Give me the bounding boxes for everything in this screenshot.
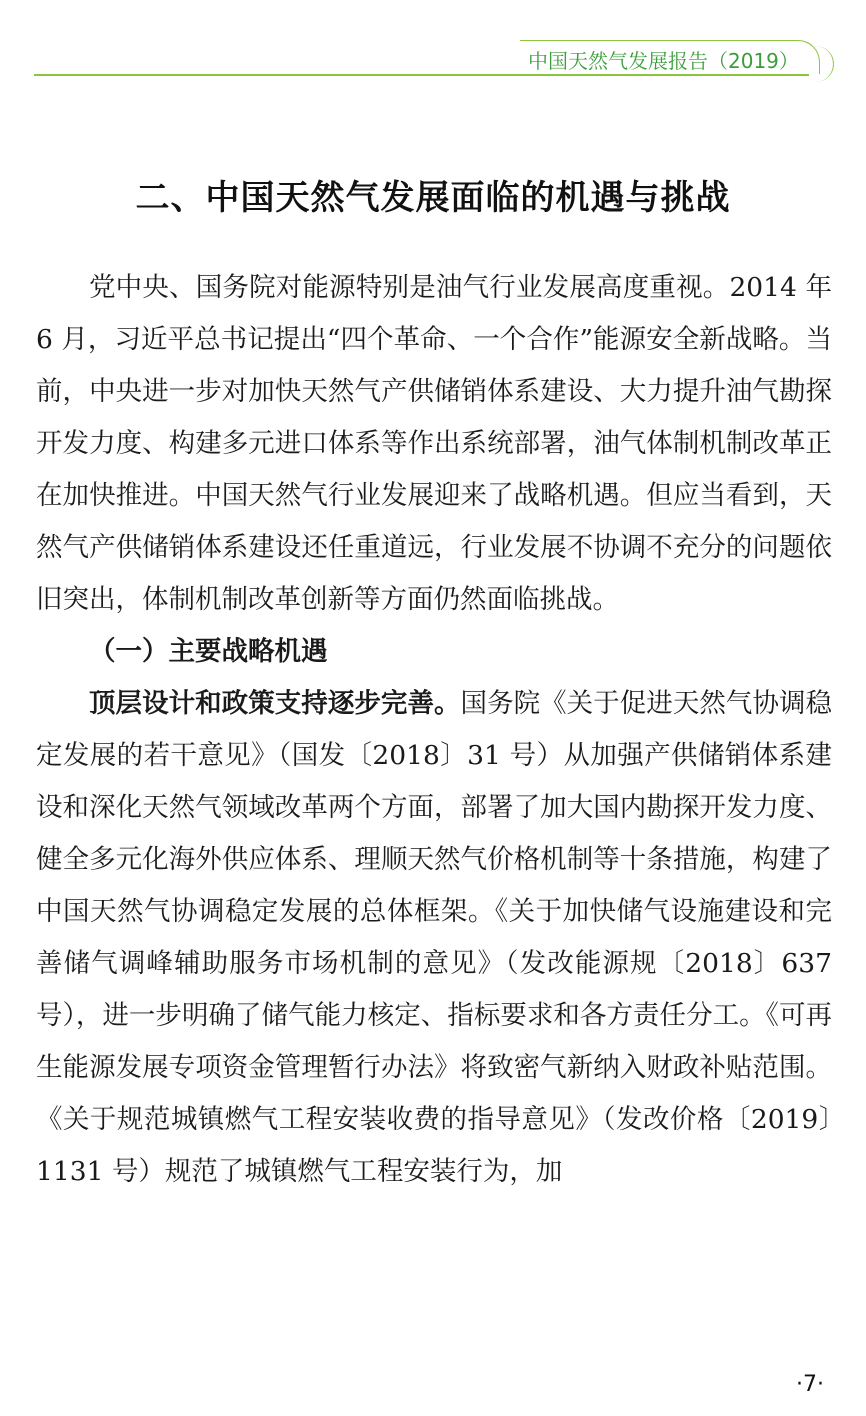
paragraph-lead: 顶层设计和政策支持逐步完善。 [89, 688, 461, 719]
running-title: 中国天然气发展报告（2019） [528, 49, 799, 73]
section-title: 二、中国天然气发展面临的机遇与挑战 [135, 178, 731, 218]
paragraph-intro: 党中央、国务院对能源特别是油气行业发展高度重视。2014 年 6 月，习近平总书记提出“四个革命、一个合作”能源安全新战略。当前，中央进一步对加快天然气产供储销体系建设、大力提升油气勘探开发力度、构建多元进口体系等作出系统部署，油气体制机制改革正在加快推进。中国天然气行业发展迎来了战略机遇。但应当看到，天然气产供储销体系建设还任重道远，行业发展不协调不充分的问题依旧突出，体制机制改革创新等方面仍然面临挑战。 [36, 272, 832, 615]
page-number: ·7· [796, 1372, 824, 1397]
body-text [36, 262, 832, 1198]
header-frame-end [808, 46, 834, 82]
paragraph-policy [36, 678, 832, 1198]
header-rule [34, 74, 809, 76]
paragraph-body: 国务院《关于促进天然气协调稳定发展的若干意见》（国发〔2018〕31 号）从加强产供储销体系建设和深化天然气领域改革两个方面，部署了加大国内勘探开发力度、健全多元化海外供应体系、理顺天然气价格机制等十条措施，构建了中国天然气协调稳定发展的总体框架。《关于加快储气设施建设和完善储气调峰辅助服务市场机制的意见》（发改能源规〔2018〕637 号），进一步明确了储气能力核定、指标要求和各方责任分工。《可再生能源发展专项资金管理暂行办法》将致密气新纳入财政补贴范围。《关于规范城镇燃气工程安装收费的指导意见》（发改价格〔2019〕1131 号）规范了城镇燃气工程安装行为，加 [36, 688, 833, 1187]
subheading: （一）主要战略机遇 [89, 636, 328, 667]
